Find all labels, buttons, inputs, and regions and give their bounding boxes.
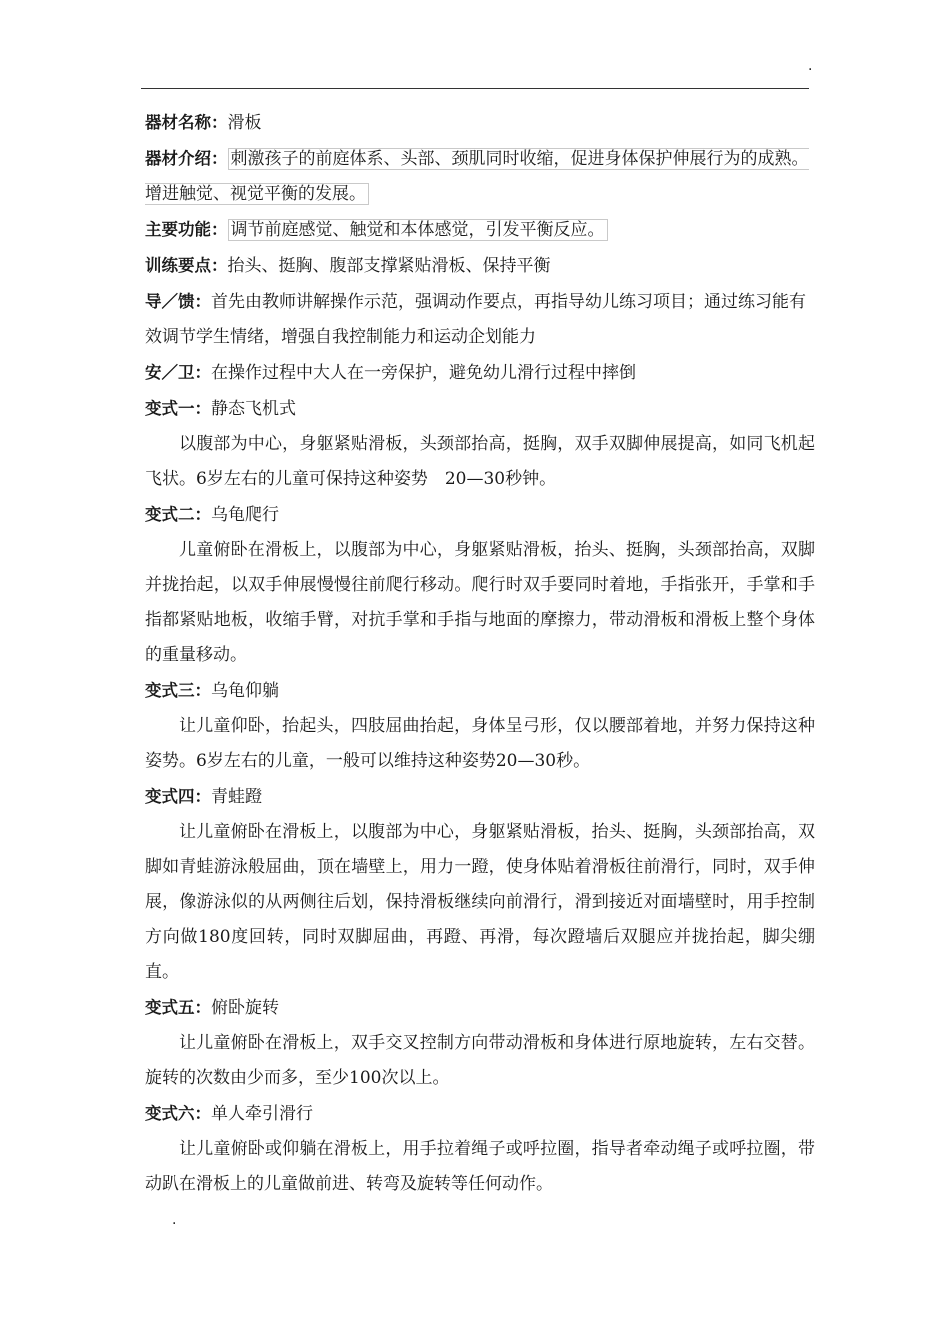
variation-text: 让儿童俯卧在滑板上，双手交叉控制方向带动滑板和身体进行原地旋转，左右交替。旋转的次数由少而多，至少100次以上。 xyxy=(145,1033,815,1088)
variation-text: 让儿童仰卧，抬起头，四肢屈曲抬起，身体呈弓形，仅以腰部着地，并努力保持这种姿势。6岁左右的儿童，一般可以维持这种姿势20—30秒。 xyxy=(145,716,815,771)
footer-dot: . xyxy=(172,1212,177,1228)
variation-text: 让儿童俯卧在滑板上，以腹部为中心，身躯紧贴滑板，抬头、挺胸，头颈部抬高，双脚如青蛙游泳般屈曲，顶在墙壁上，用力一蹬，使身体贴着滑板往前滑行，同时，双手伸展，像游泳似的从两侧往后划，保持滑板继续向前滑行，滑到接近对面墙壁时，用手控制方向做180度回转，同时双脚屈曲，再蹬、再滑，每次蹬墙后双腿应并拢抬起，脚尖绷直。 xyxy=(145,822,815,982)
field-label: 训练要点： xyxy=(145,256,228,275)
variation-name: 单人牵引滑行 xyxy=(211,1104,313,1124)
document-body xyxy=(145,105,815,1202)
field-equipment-intro xyxy=(145,141,815,212)
variation-text: 儿童俯卧在滑板上，以腹部为中心，身躯紧贴滑板，抬头、挺胸，头颈部抬高，双脚并拢抬起，以双手伸展慢慢往前爬行移动。爬行时双手要同时着地，手指张开，手掌和手指都紧贴地板，收缩手臂，对抗手掌和手指与地面的摩擦力，带动滑板和滑板上整个身体的重量移动。 xyxy=(145,540,815,665)
variation-name: 青蛙蹬 xyxy=(211,787,262,807)
variation-name: 乌龟仰躺 xyxy=(211,681,279,701)
field-value: 滑板 xyxy=(227,113,262,133)
variation-label: 变式二： xyxy=(145,505,211,524)
variation-name: 乌龟爬行 xyxy=(211,505,279,525)
variation-text: 以腹部为中心，身躯紧贴滑板，头颈部抬高，挺胸，双手双脚伸展提高，如同飞机起飞状。6岁左右的儿童可保持这种姿势 20—30秒钟。 xyxy=(145,434,815,489)
variation-label: 变式一： xyxy=(145,399,211,418)
header-rule xyxy=(141,88,809,89)
field-label: 安／卫： xyxy=(145,363,211,382)
field-guidance xyxy=(145,284,815,355)
variation-heading xyxy=(145,779,815,815)
field-value: 刺激孩子的前庭体系、头部、颈肌同时收缩，促进身体保护伸展行为的成熟。增进触觉、视觉平衡的发展。 xyxy=(145,149,809,204)
field-main-function xyxy=(145,212,815,248)
variation-heading xyxy=(145,990,815,1026)
field-label: 器材介绍： xyxy=(145,149,228,168)
field-training-points xyxy=(145,248,815,284)
field-value: 在操作过程中大人在一旁保护，避免幼儿滑行过程中摔倒 xyxy=(211,363,636,383)
variation-label: 变式六： xyxy=(145,1104,211,1123)
variation-heading xyxy=(145,1096,815,1132)
variation-label: 变式四： xyxy=(145,787,211,806)
field-safety xyxy=(145,355,815,391)
field-value: 调节前庭感觉、触觉和本体感觉，引发平衡反应。 xyxy=(228,219,608,241)
variation-label: 变式三： xyxy=(145,681,211,700)
variation-heading xyxy=(145,497,815,533)
field-label: 主要功能： xyxy=(145,220,228,239)
variation-name: 俯卧旋转 xyxy=(211,998,279,1018)
variation-label: 变式五： xyxy=(145,998,211,1017)
field-equipment-name xyxy=(145,105,815,141)
variation-name: 静态飞机式 xyxy=(211,399,296,419)
field-label: 器材名称： xyxy=(145,113,228,132)
header-dot: . xyxy=(808,58,813,74)
variation-heading xyxy=(145,391,815,427)
variation-heading xyxy=(145,673,815,709)
field-value: 首先由教师讲解操作示范，强调动作要点，再指导幼儿练习项目；通过练习能有效调节学生情绪，增强自我控制能力和运动企划能力 xyxy=(145,292,806,347)
field-label: 导／馈： xyxy=(145,292,211,311)
field-value: 抬头、挺胸、腹部支撑紧贴滑板、保持平衡 xyxy=(227,256,551,276)
variation-text: 让儿童俯卧或仰躺在滑板上，用手拉着绳子或呼拉圈，指导者牵动绳子或呼拉圈，带动趴在滑板上的儿童做前进、转弯及旋转等任何动作。 xyxy=(145,1139,815,1194)
